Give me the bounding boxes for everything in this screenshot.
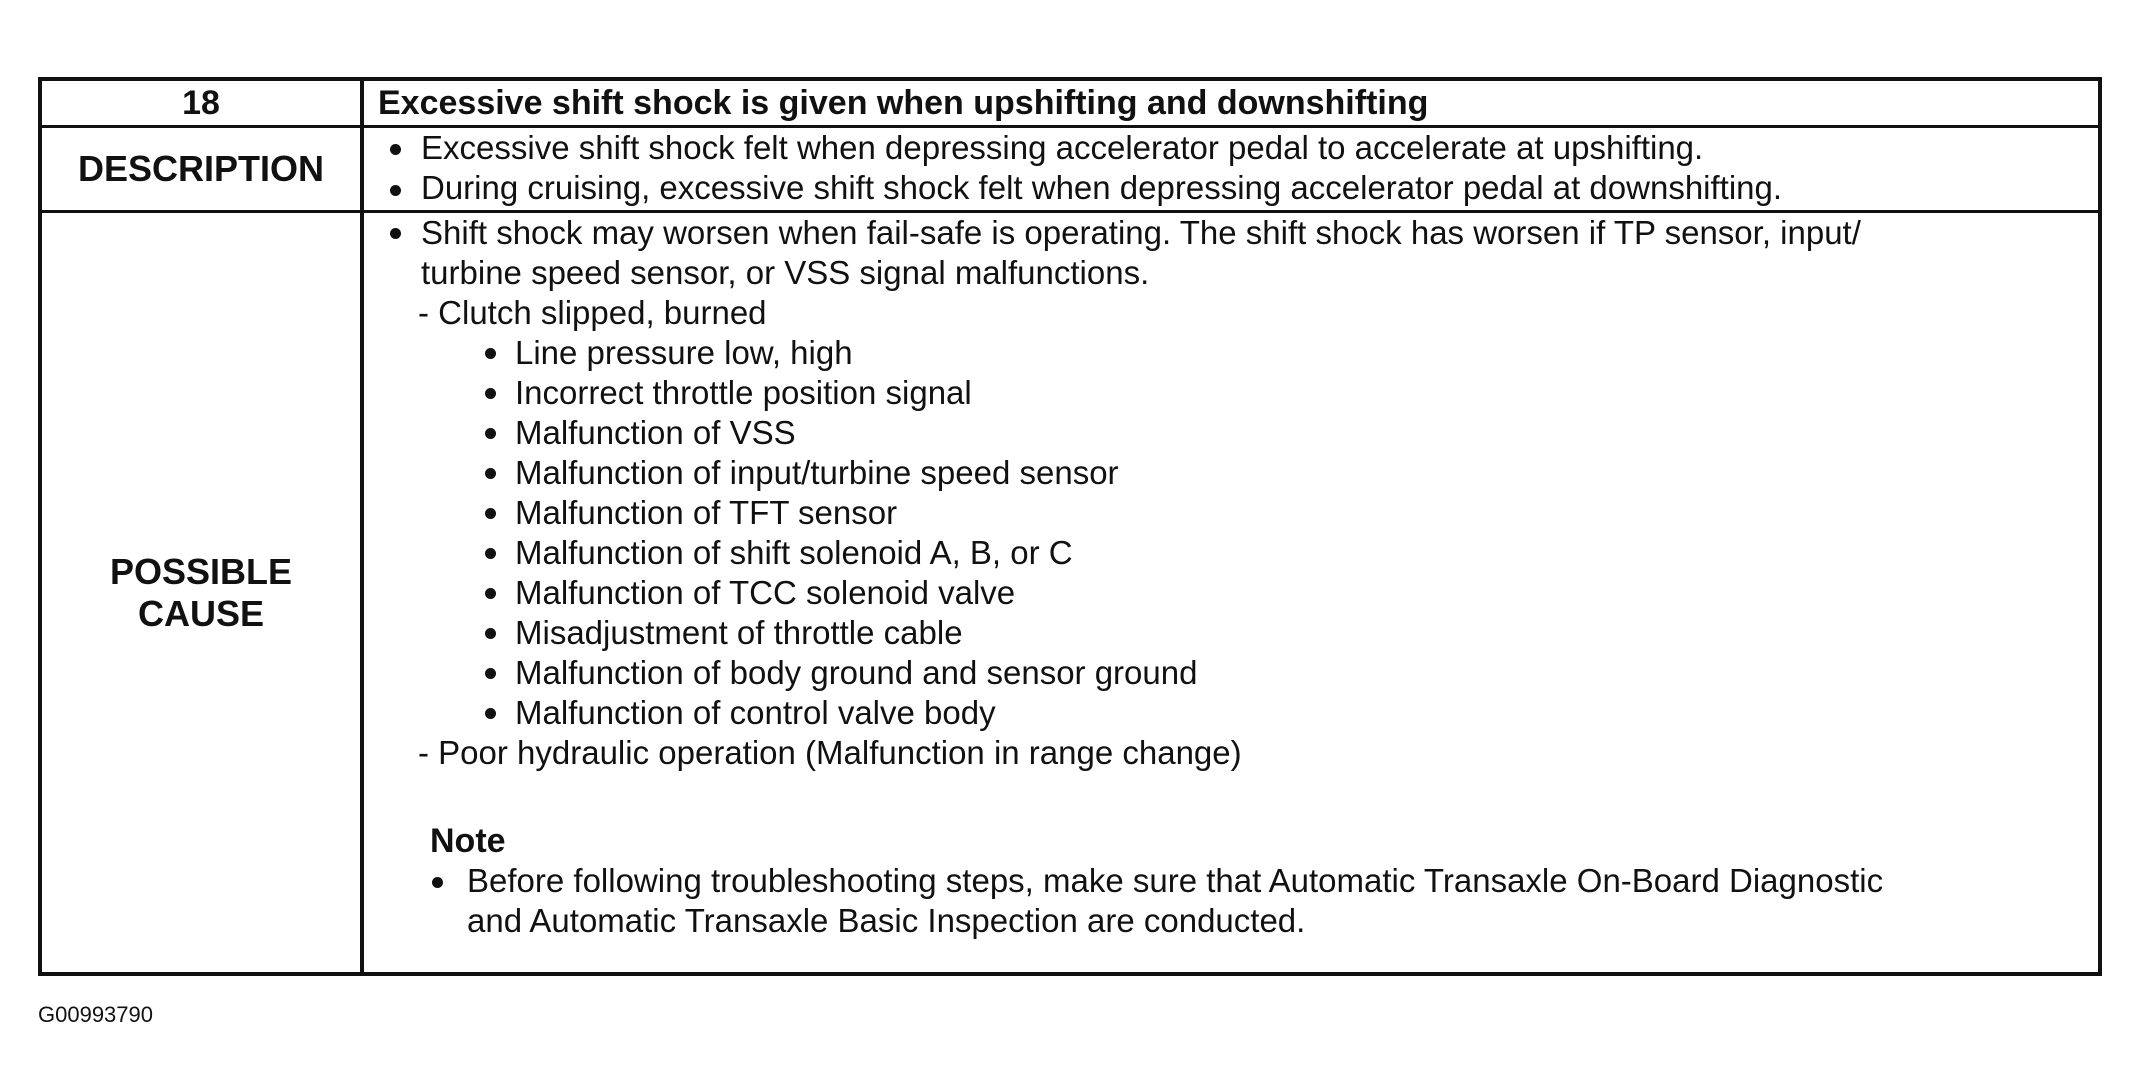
symptom-number: 18 [182,84,220,122]
bullet-icon [390,185,401,196]
possible-cause-label [42,213,360,973]
bullet-icon [485,388,496,399]
bullet-icon [485,588,496,599]
figure-code: G00993790 [38,1002,153,1027]
clutch-cause-item: Malfunction of control valve body [515,694,996,731]
clutch-cause-item: Malfunction of TCC solenoid valve [515,574,1016,611]
description-cell [364,128,2098,210]
bullet-icon [485,708,496,719]
possible-cause-cell [364,213,2098,973]
note-line: Before following troubleshooting steps, make sure that Automatic Transaxle On-Board Diagnostic [467,862,1884,899]
bullet-icon [485,548,496,559]
clutch-cause-item: Line pressure low, high [515,334,853,371]
bullet-icon [485,628,496,639]
description-label: DESCRIPTION [77,148,325,189]
possible-cause-label-line: CAUSE [137,593,265,634]
troubleshooting-table [38,77,2102,976]
clutch-cause-item: Incorrect throttle position signal [515,374,972,411]
clutch-cause-item: Malfunction of input/turbine speed sensor [515,454,1119,491]
bullet-icon [432,877,443,888]
bullet-icon [485,428,496,439]
bullet-icon [485,668,496,679]
title-cell [364,81,2098,125]
bullet-icon [390,228,401,239]
bullet-icon [485,348,496,359]
clutch-cause-item: Malfunction of TFT sensor [515,494,898,531]
clutch-cause-item: Malfunction of VSS [515,414,796,451]
bullet-icon [485,468,496,479]
cause-main-line: turbine speed sensor, or VSS signal malfunctions. [421,254,1150,291]
bullet-icon [390,144,401,155]
possible-cause-label-line: POSSIBLE [109,551,293,592]
clutch-cause-item: Malfunction of shift solenoid A, B, or C [515,534,1073,571]
clutch-cause-item: Malfunction of body ground and sensor ground [515,654,1198,691]
clutch-cause-item: Misadjustment of throttle cable [515,614,963,651]
cause-main-line: Shift shock may worsen when fail-safe is operating. The shift shock has worsen if TP sensor, input/ [421,214,1861,251]
description-item: Excessive shift shock felt when depressing accelerator pedal to accelerate at upshifting. [421,129,1704,166]
clutch-heading: - Clutch slipped, burned [418,294,767,331]
symptom-title: Excessive shift shock is given when upshifting and downshifting [378,83,1429,122]
note-line: and Automatic Transaxle Basic Inspection are conducted. [467,902,1306,939]
description-item: During cruising, excessive shift shock felt when depressing accelerator pedal at downshifting. [421,169,1783,206]
bullet-icon [485,508,496,519]
hydraulic-line: - Poor hydraulic operation (Malfunction in range change) [418,734,1242,771]
note-label: Note [430,822,506,860]
